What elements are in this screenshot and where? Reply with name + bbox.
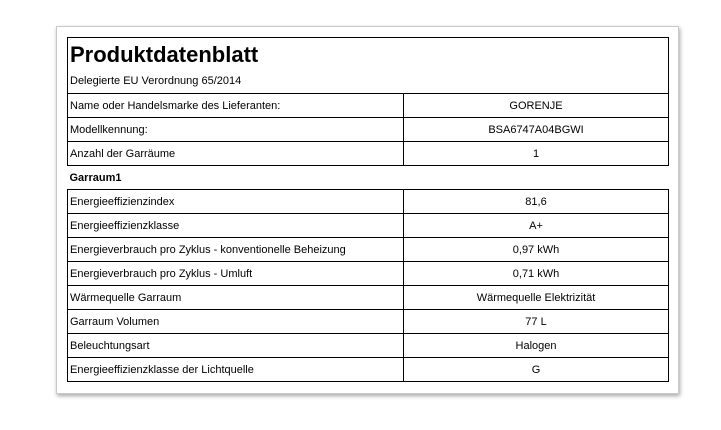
- row-label-energy-conventional: Energieverbrauch pro Zyklus - konventionelle Beheizung: [68, 238, 404, 262]
- row-value-model: BSA6747A04BGWI: [404, 118, 669, 142]
- row-value-heat-source: Wärmequelle Elektrizität: [404, 286, 669, 310]
- regulation-subtitle: Delegierte EU Verordnung 65/2014: [68, 69, 669, 94]
- row-label-light-efficiency-class: Energieeffizienzklasse der Lichtquelle: [68, 358, 404, 382]
- table-row: [68, 94, 669, 118]
- subtitle-row: [68, 69, 669, 94]
- row-label-heat-source: Wärmequelle Garraum: [68, 286, 404, 310]
- product-data-table: [67, 37, 669, 382]
- section-row: [68, 166, 669, 190]
- sheet-title: Produktdatenblatt: [68, 38, 669, 70]
- row-label-volume: Garraum Volumen: [68, 310, 404, 334]
- table-row: [68, 334, 669, 358]
- row-value-supplier: GORENJE: [404, 94, 669, 118]
- table-row: [68, 238, 669, 262]
- product-data-sheet: [56, 26, 679, 394]
- row-label-efficiency-class: Energieeffizienzklasse: [68, 214, 404, 238]
- row-value-energy-conventional: 0,97 kWh: [404, 238, 669, 262]
- row-label-cavity-count: Anzahl der Garräume: [68, 142, 404, 166]
- table-row: [68, 286, 669, 310]
- table-row: [68, 214, 669, 238]
- row-value-volume: 77 L: [404, 310, 669, 334]
- row-value-lighting-type: Halogen: [404, 334, 669, 358]
- row-value-cavity-count: 1: [404, 142, 669, 166]
- table-row: [68, 262, 669, 286]
- row-label-lighting-type: Beleuchtungsart: [68, 334, 404, 358]
- table-row: [68, 310, 669, 334]
- row-label-energy-fan: Energieverbrauch pro Zyklus - Umluft: [68, 262, 404, 286]
- table-row: [68, 358, 669, 382]
- row-label-efficiency-index: Energieeffizienzindex: [68, 190, 404, 214]
- row-label-supplier: Name oder Handelsmarke des Lieferanten:: [68, 94, 404, 118]
- table-row: [68, 118, 669, 142]
- row-label-model: Modellkennung:: [68, 118, 404, 142]
- row-value-light-efficiency-class: G: [404, 358, 669, 382]
- section-title: Garraum1: [68, 166, 669, 190]
- table-row: [68, 142, 669, 166]
- table-row: [68, 190, 669, 214]
- title-row: [68, 38, 669, 70]
- row-value-energy-fan: 0,71 kWh: [404, 262, 669, 286]
- row-value-efficiency-index: 81,6: [404, 190, 669, 214]
- row-value-efficiency-class: A+: [404, 214, 669, 238]
